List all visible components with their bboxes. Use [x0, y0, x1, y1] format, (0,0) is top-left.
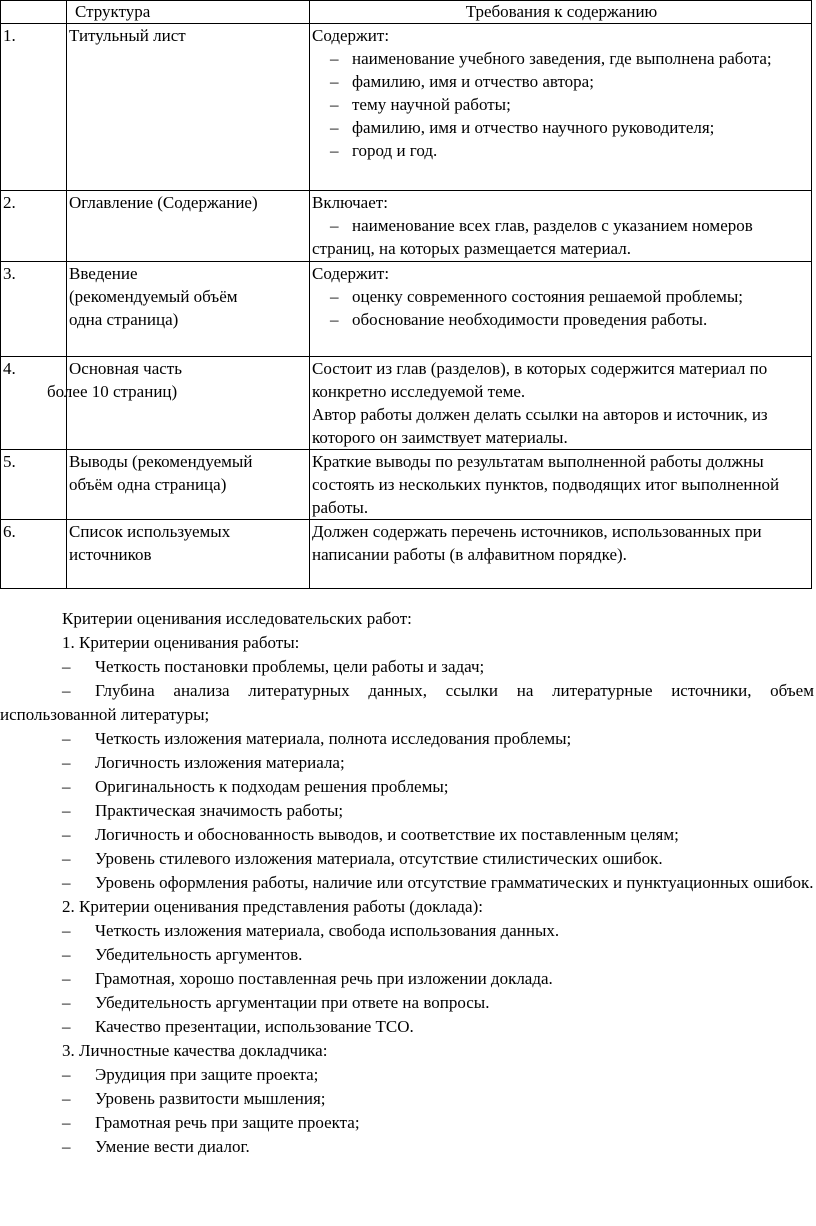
header-structure: Структура — [67, 1, 310, 24]
list-item: – фамилию, имя и отчество научного руководителя; — [330, 118, 715, 137]
list-item: – фамилию, имя и отчество автора; — [330, 72, 594, 91]
table-row — [1, 450, 812, 520]
criteria-item: – Уровень развитости мышления; — [62, 1089, 326, 1108]
criteria-item: – Грамотная, хорошо поставленная речь при изложении доклада. — [62, 969, 553, 988]
table-row — [1, 262, 812, 357]
table-row — [1, 357, 812, 450]
body-text: Автор работы должен делать ссылки на авторов и источник, из которого он заимствует материалы. — [312, 405, 768, 447]
structure-line: Введение — [69, 264, 138, 283]
structure-line: объём одна страница) — [69, 475, 227, 494]
criteria-title: Критерии оценивания исследовательских работ: — [62, 609, 412, 628]
structure-line: более 10 страниц) — [47, 382, 178, 401]
table-header-row — [1, 1, 812, 24]
structure-line: Список используемых — [69, 522, 231, 541]
requirements-cell — [310, 520, 812, 589]
criteria-item: – Эрудиция при защите проекта; — [62, 1065, 319, 1084]
structure-cell — [67, 24, 310, 191]
structure-line: Титульный лист — [69, 26, 186, 45]
criteria-item: – Оригинальность к подходам решения проблемы; — [62, 777, 449, 796]
list-item: – обоснование необходимости проведения работы. — [330, 310, 708, 329]
criteria-item: – Грамотная речь при защите проекта; — [62, 1113, 360, 1132]
criteria-item: – Логичность и обоснованность выводов, и соответствие их поставленным целям; — [62, 825, 679, 844]
body-text: Краткие выводы по результатам выполненной работы должны состоять из нескольких пунктов, подводящих итог выполненной работы. — [312, 452, 780, 517]
header-number — [1, 1, 67, 24]
requirements-cell — [310, 24, 812, 191]
structure-cell — [67, 191, 310, 262]
structure-line: Оглавление (Содержание) — [69, 193, 258, 212]
criteria-item: – Качество презентации, использование ТСО. — [62, 1017, 414, 1036]
structure-line: одна страница) — [69, 310, 179, 329]
row-number: 4. — [1, 357, 67, 450]
lead-text: Содержит: — [312, 26, 390, 45]
structure-cell — [67, 262, 310, 357]
criteria-item: – Умение вести диалог. — [62, 1137, 250, 1156]
section-heading: 3. Личностные качества докладчика: — [62, 1041, 328, 1060]
row-number: 6. — [1, 520, 67, 589]
header-requirements: Требования к содержанию — [310, 1, 812, 24]
structure-line: Выводы (рекомендуемый — [69, 452, 253, 471]
criteria-item: – Практическая значимость работы; — [62, 801, 344, 820]
requirements-cell — [310, 262, 812, 357]
criteria-item: – Убедительность аргументов. — [62, 945, 303, 964]
criteria-item: – Убедительность аргументации при ответе на вопросы. — [62, 993, 490, 1012]
criteria-item: – Глубина анализа литературных данных, ссылки на литературные источники, объем использованной литературы; — [0, 681, 814, 724]
body-text: Состоит из глав (разделов), в которых содержится материал по конкретно исследуемой теме. — [312, 359, 768, 401]
list-item: – наименование учебного заведения, где выполнена работа; — [330, 49, 772, 68]
structure-cell — [67, 450, 310, 520]
structure-line: (рекомендуемый объём — [69, 287, 238, 306]
criteria-item: – Уровень оформления работы, наличие или отсутствие грамматических и пунктуационных ошибок. — [62, 873, 814, 892]
criteria-item: – Четкость изложения материала, свобода использования данных. — [62, 921, 560, 940]
requirements-cell — [310, 357, 812, 450]
table-row — [1, 191, 812, 262]
criteria-item: – Уровень стилевого изложения материала, отсутствие стилистических ошибок. — [62, 849, 663, 868]
table-row — [1, 24, 812, 191]
row-number: 2. — [1, 191, 67, 262]
list-item: – наименование всех глав, разделов с указанием номеров страниц, на которых размещается материал. — [312, 216, 753, 258]
table-row — [1, 520, 812, 589]
row-number: 5. — [1, 450, 67, 520]
structure-line: источников — [69, 545, 152, 564]
lead-text: Включает: — [312, 193, 388, 212]
section-heading: 2. Критерии оценивания представления работы (доклада): — [62, 897, 483, 916]
row-number: 1. — [1, 24, 67, 191]
requirements-cell — [310, 450, 812, 520]
section-heading: 1. Критерии оценивания работы: — [62, 633, 300, 652]
criteria-item: – Логичность изложения материала; — [62, 753, 345, 772]
body-text: Должен содержать перечень источников, использованных при написании работы (в алфавитном порядке). — [312, 522, 762, 564]
list-item: – оценку современного состояния решаемой проблемы; — [330, 287, 743, 306]
row-number: 3. — [1, 262, 67, 357]
requirements-table — [0, 0, 812, 589]
list-item: – город и год. — [330, 141, 438, 160]
list-item: – тему научной работы; — [330, 95, 511, 114]
criteria-item: – Четкость постановки проблемы, цели работы и задач; — [62, 657, 485, 676]
structure-line: Основная часть — [69, 359, 182, 378]
requirements-cell — [310, 191, 812, 262]
criteria-section — [0, 607, 814, 1159]
lead-text: Содержит: — [312, 264, 390, 283]
structure-cell — [67, 520, 310, 589]
criteria-item: – Четкость изложения материала, полнота исследования проблемы; — [62, 729, 572, 748]
structure-cell — [47, 357, 310, 450]
